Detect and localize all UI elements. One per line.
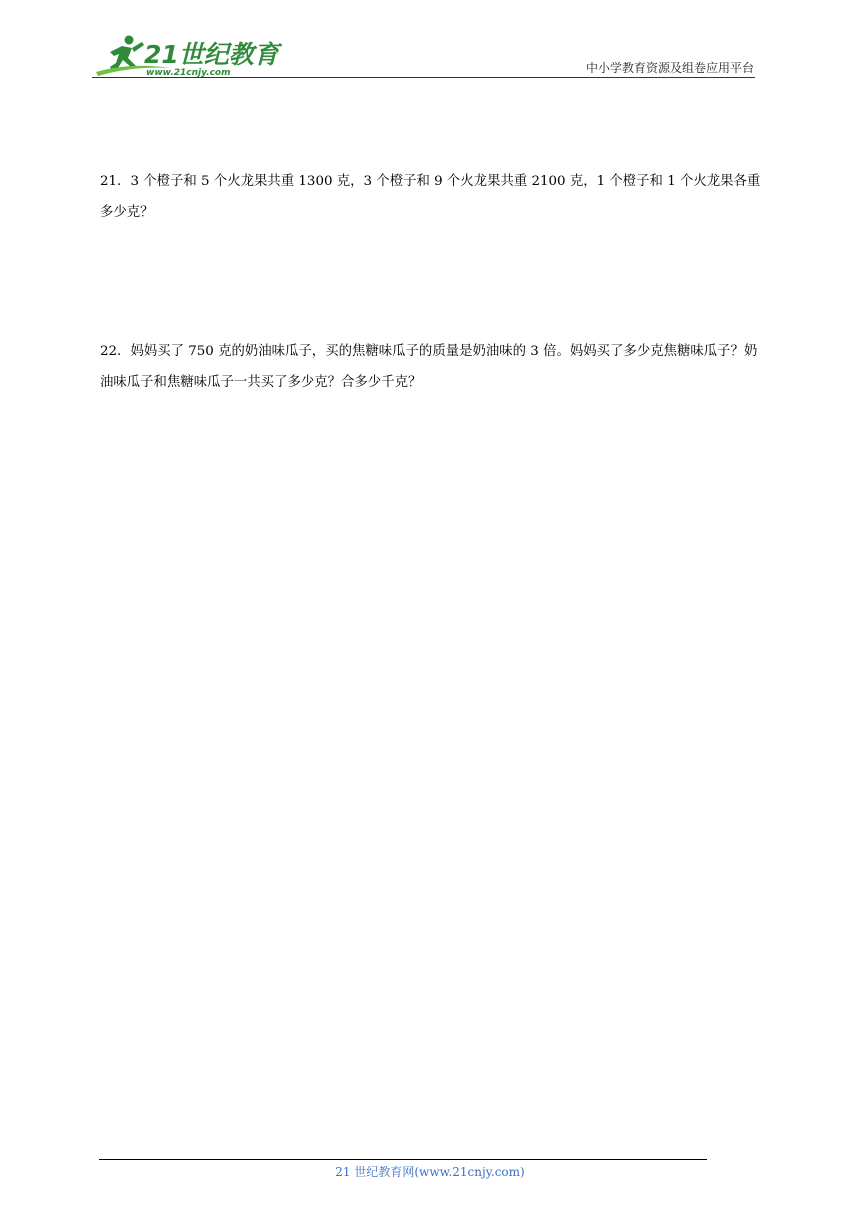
- footer-link[interactable]: 21 世纪教育网(www.21cnjy.com): [335, 1165, 525, 1179]
- question-21: [100, 166, 764, 228]
- footer-divider: [99, 1159, 707, 1160]
- question-22: [100, 336, 764, 398]
- question-text: 3 个橙子和 5 个火龙果共重 1300 克，3 个橙子和 9 个火龙果共重 2100 克，1 个橙子和 1 个火龙果各重多少克？: [100, 174, 761, 220]
- page-header: [0, 0, 860, 80]
- question-text: 妈妈买了 750 克的奶油味瓜子，买的焦糖味瓜子的质量是奶油味的 3 倍。妈妈买了多少克焦糖味瓜子？奶油味瓜子和焦糖味瓜子一共买了多少克？合多少千克？: [100, 344, 758, 390]
- header-divider: [92, 77, 755, 78]
- header-tagline: 中小学教育资源及组卷应用平台: [585, 61, 754, 75]
- running-man-logo-icon: [92, 32, 279, 78]
- question-number: 21．: [100, 174, 131, 189]
- question-number: 22．: [100, 344, 131, 359]
- svg-text:21世纪教育: 21世纪教育: [144, 40, 279, 69]
- svg-text:www.21cnjy.com: www.21cnjy.com: [146, 68, 231, 78]
- site-logo[interactable]: [92, 32, 279, 78]
